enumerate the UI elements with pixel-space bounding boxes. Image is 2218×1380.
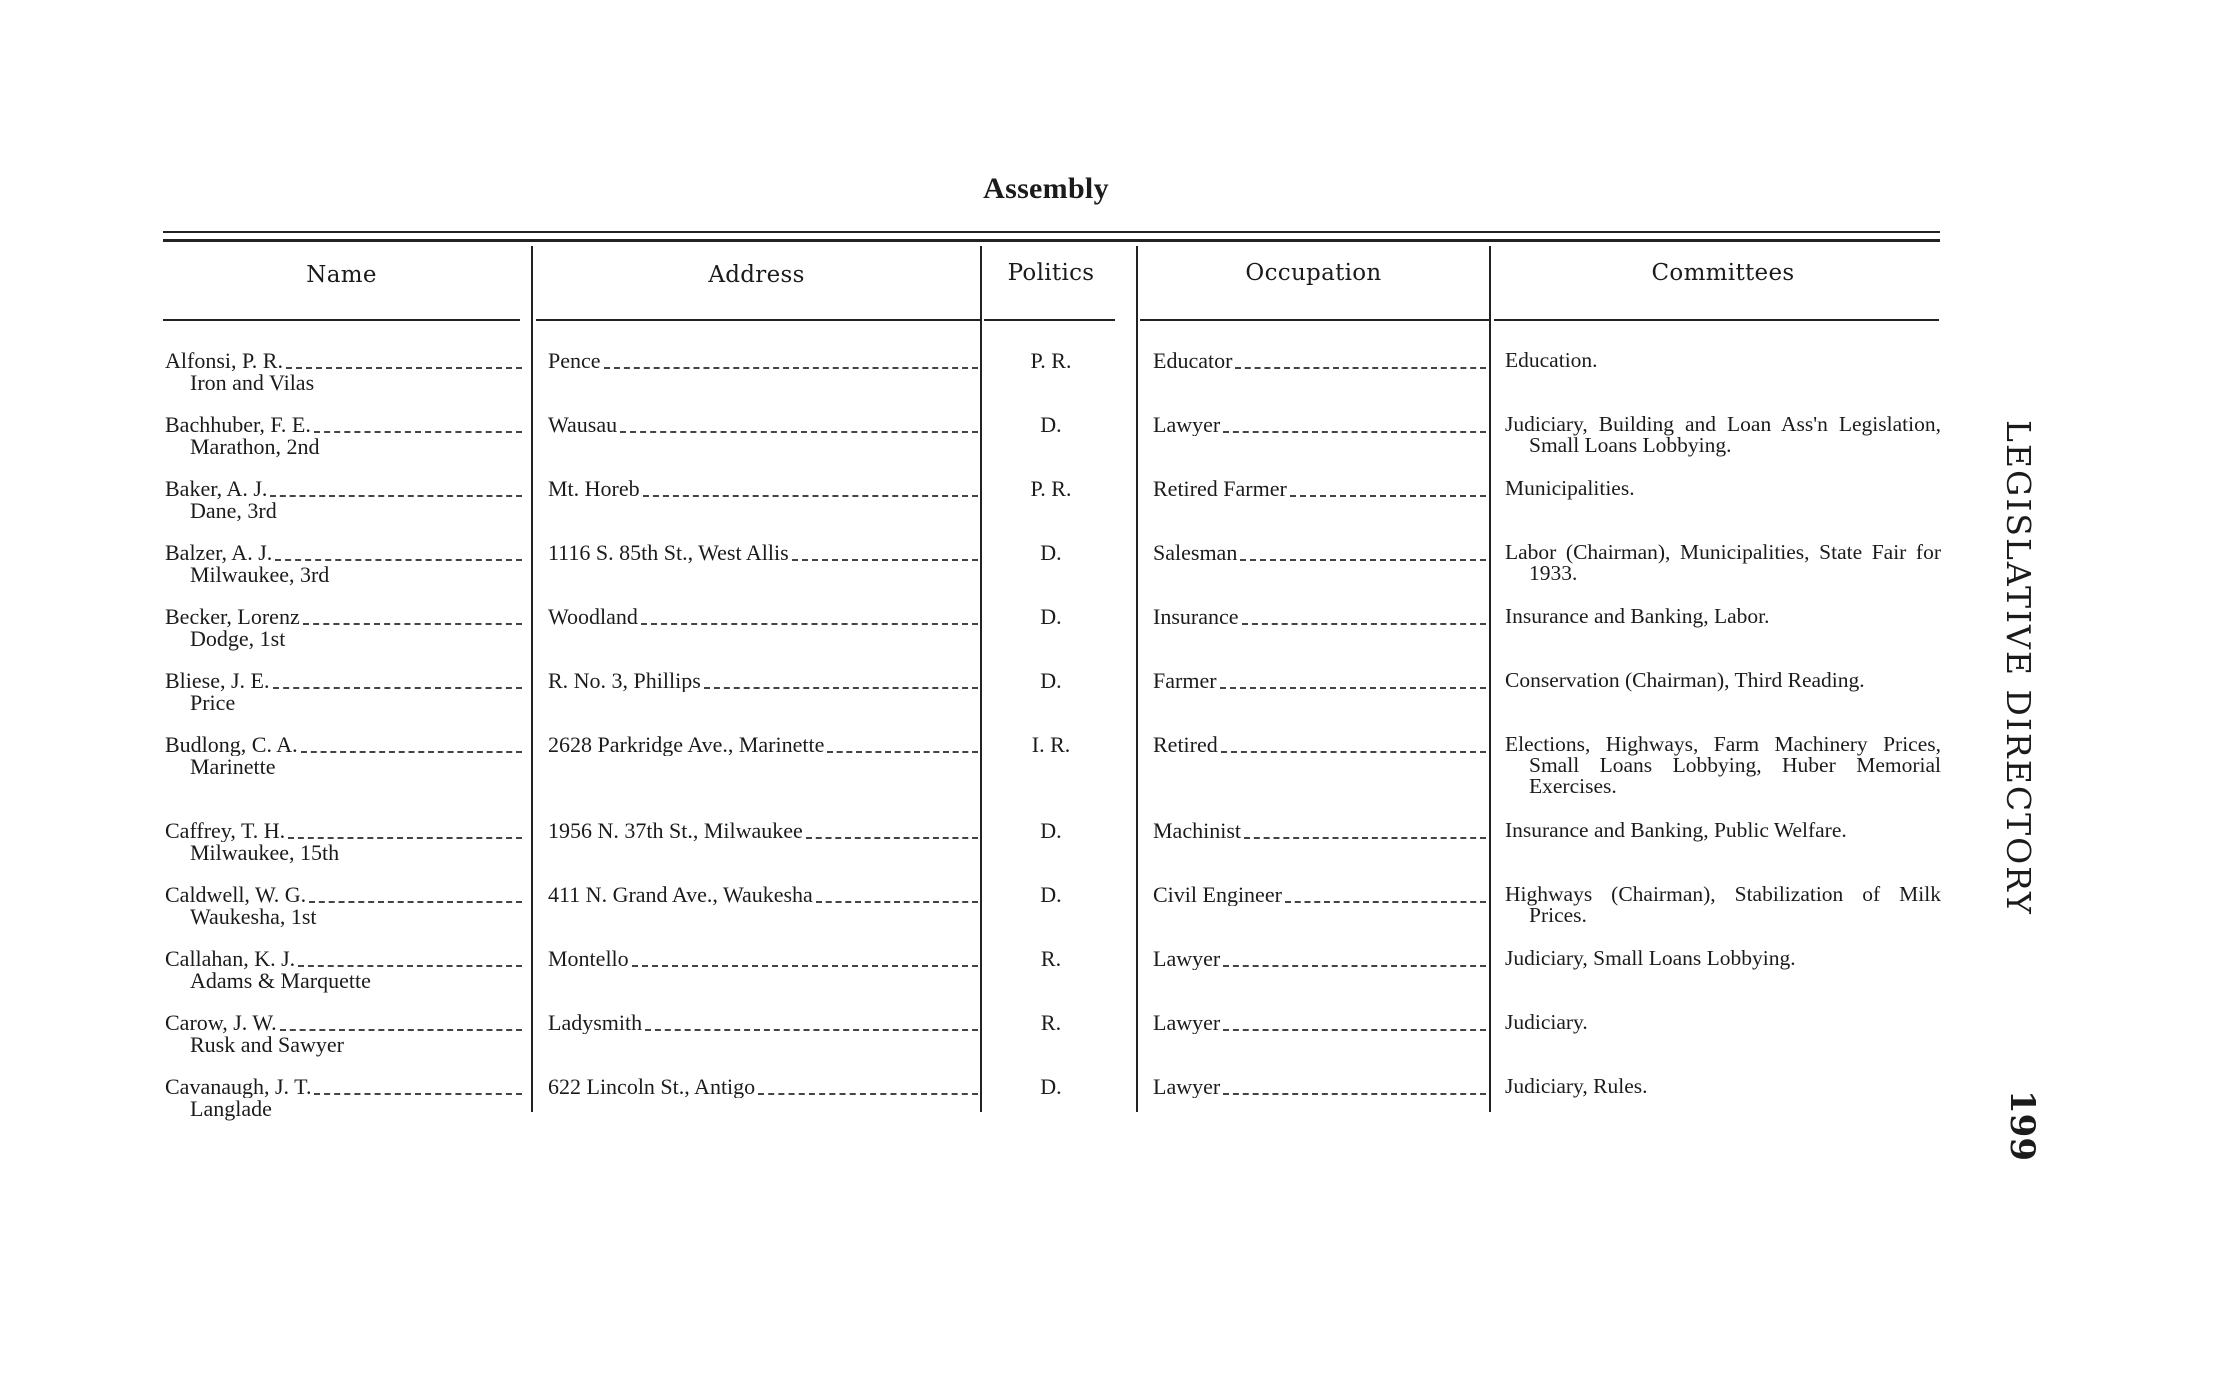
member-address: Wausau	[548, 414, 978, 436]
member-address: Montello	[548, 948, 978, 970]
table-row	[0, 1012, 2218, 1072]
page-number: 199	[2002, 1090, 2042, 1161]
member-district: Marinette	[190, 754, 276, 779]
header-underline-address	[536, 319, 980, 321]
member-committees: Judiciary, Small Loans Lobbying.	[1505, 946, 1796, 970]
member-politics: I. R.	[1031, 732, 1071, 757]
member-occupation: Lawyer	[1153, 1076, 1486, 1098]
member-committees: Municipalities.	[1505, 476, 1635, 500]
member-district: Waukesha, 1st	[190, 904, 317, 929]
member-district: Marathon, 2nd	[190, 434, 320, 459]
member-address: 622 Lincoln St., Antigo	[548, 1076, 978, 1098]
member-committees: Highways (Chairman), Stabilization of Milk Prices.	[1505, 882, 1941, 927]
member-politics: D.	[1040, 882, 1062, 907]
header-underline-committees	[1494, 319, 1939, 321]
member-address: R. No. 3, Phillips	[548, 670, 978, 692]
table-row	[0, 820, 2218, 880]
member-committees: Insurance and Banking, Labor.	[1505, 604, 1770, 628]
member-name: Becker, Lorenz	[165, 606, 522, 628]
table-row	[0, 732, 2218, 798]
member-committees: Insurance and Banking, Public Welfare.	[1505, 818, 1847, 842]
member-occupation: Lawyer	[1153, 414, 1486, 436]
member-name: Cavanaugh, J. T.	[165, 1076, 522, 1098]
member-occupation: Lawyer	[1153, 1012, 1486, 1034]
member-address: Pence	[548, 350, 978, 372]
member-name: Alfonsi, P. R.	[165, 350, 522, 372]
member-name: Balzer, A. J.	[165, 542, 522, 564]
table-row	[0, 670, 2218, 730]
member-address: Ladysmith	[548, 1012, 978, 1034]
header-underline-name	[163, 319, 520, 321]
table-row	[0, 350, 2218, 410]
table-row	[0, 542, 2218, 602]
member-committees: Judiciary, Rules.	[1505, 1074, 1648, 1098]
header-occupation: Occupation	[1245, 260, 1382, 286]
member-politics: D.	[1040, 668, 1062, 693]
member-occupation: Salesman	[1153, 542, 1486, 564]
member-committees: Judiciary, Building and Loan Ass'n Legislation, Small Loans Lobbying.	[1505, 412, 1941, 457]
header-politics: Politics	[1007, 260, 1095, 286]
header-name: Name	[306, 262, 377, 288]
member-district: Dane, 3rd	[190, 498, 277, 523]
member-politics: D.	[1040, 818, 1062, 843]
table-row	[0, 884, 2218, 944]
header-committees: Committees	[1651, 260, 1795, 286]
member-name: Carow, J. W.	[165, 1012, 522, 1034]
member-district: Milwaukee, 15th	[190, 840, 340, 865]
member-district: Iron and Vilas	[190, 370, 315, 395]
member-address: Mt. Horeb	[548, 478, 978, 500]
member-politics: D.	[1040, 412, 1062, 437]
member-district: Rusk and Sawyer	[190, 1032, 344, 1057]
member-address: Woodland	[548, 606, 978, 628]
member-occupation: Civil Engineer	[1153, 884, 1486, 906]
member-district: Langlade	[190, 1096, 272, 1121]
member-politics: P. R.	[1030, 476, 1072, 501]
table-row	[0, 606, 2218, 666]
member-district: Price	[190, 690, 236, 715]
member-politics: R.	[1040, 1010, 1062, 1035]
member-address: 1116 S. 85th St., West Allis	[548, 542, 978, 564]
table-row	[0, 478, 2218, 538]
member-committees: Judiciary.	[1505, 1010, 1588, 1034]
top-rule-lower	[163, 239, 1940, 242]
member-occupation: Farmer	[1153, 670, 1486, 692]
page-title: Assembly	[983, 172, 1109, 205]
member-occupation: Insurance	[1153, 606, 1486, 628]
header-address: Address	[708, 262, 805, 288]
member-politics: D.	[1040, 1074, 1062, 1099]
member-occupation: Lawyer	[1153, 948, 1486, 970]
running-head: LEGISLATIVE DIRECTORY	[1999, 420, 2038, 916]
member-name: Bliese, J. E.	[165, 670, 522, 692]
member-district: Dodge, 1st	[190, 626, 286, 651]
member-occupation: Educator	[1153, 350, 1486, 372]
table-row	[0, 414, 2218, 474]
member-committees: Conservation (Chairman), Third Reading.	[1505, 668, 1865, 692]
member-name: Budlong, C. A.	[165, 734, 522, 756]
member-name: Callahan, K. J.	[165, 948, 522, 970]
member-committees: Education.	[1505, 348, 1598, 372]
member-address: 1956 N. 37th St., Milwaukee	[548, 820, 978, 842]
header-underline-politics	[984, 319, 1115, 321]
member-district: Milwaukee, 3rd	[190, 562, 330, 587]
member-occupation: Retired Farmer	[1153, 478, 1486, 500]
member-committees: Elections, Highways, Farm Machinery Prices, Small Loans Lobbying, Huber Memorial Exercises.	[1505, 732, 1941, 798]
member-politics: R.	[1040, 946, 1062, 971]
table-row	[0, 948, 2218, 1008]
header-underline-occupation	[1140, 319, 1489, 321]
member-politics: D.	[1040, 540, 1062, 565]
member-committees: Labor (Chairman), Municipalities, State Fair for 1933.	[1505, 540, 1941, 585]
member-address: 411 N. Grand Ave., Waukesha	[548, 884, 978, 906]
member-name: Caffrey, T. H.	[165, 820, 522, 842]
table-row	[0, 1076, 2218, 1136]
top-rule-upper	[163, 231, 1940, 233]
member-politics: P. R.	[1030, 348, 1072, 373]
member-occupation: Machinist	[1153, 820, 1486, 842]
member-address: 2628 Parkridge Ave., Marinette	[548, 734, 978, 756]
member-district: Adams & Marquette	[190, 968, 371, 993]
member-occupation: Retired	[1153, 734, 1486, 756]
member-name: Caldwell, W. G.	[165, 884, 522, 906]
member-name: Bachhuber, F. E.	[165, 414, 522, 436]
member-politics: D.	[1040, 604, 1062, 629]
member-name: Baker, A. J.	[165, 478, 522, 500]
